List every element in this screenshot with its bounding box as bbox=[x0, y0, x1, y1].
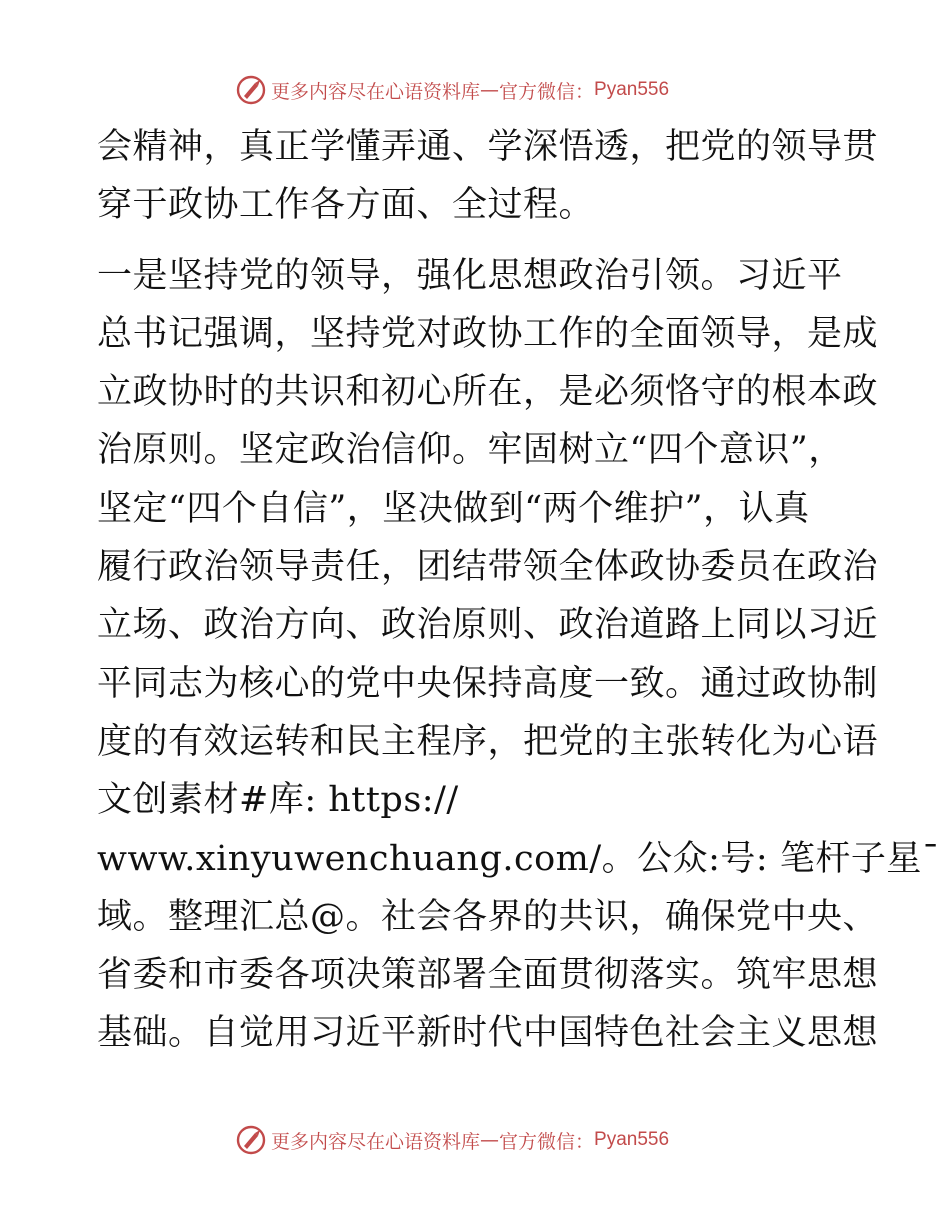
watermark-banner-bottom bbox=[235, 1122, 669, 1158]
text-line: 穿于政协工作各方面、全过程。 bbox=[97, 185, 595, 226]
watermark-main-text: 更多内容尽在心语资料库 bbox=[271, 80, 481, 103]
watermark-logo-icon bbox=[235, 1124, 267, 1156]
text-line: 坚定“四个自信”，坚决做到“两个维护”，认真 bbox=[97, 488, 810, 529]
document-body bbox=[97, 118, 940, 1063]
text-line: 总书记强调，坚持党对政协工作的全面领导，是成 bbox=[97, 313, 879, 354]
watermark-wechat-id: Pyan556 bbox=[594, 79, 670, 100]
text-line: 省委和市委各项决策部署全面贯彻落实。筑牢思想 bbox=[97, 955, 879, 996]
text-line: 会精神，真正学懂弄通、学深悟透，把党的领导贯 bbox=[97, 127, 879, 167]
watermark-main-text: 更多内容尽在心语资料库 bbox=[271, 1130, 481, 1153]
watermark-banner-top bbox=[235, 72, 669, 108]
text-line: 立政协时的共识和初心所在，是必须恪守的根本政 bbox=[97, 372, 879, 413]
text-line: 一是坚持党的领导，强化思想政治引领。习近平 bbox=[97, 255, 843, 296]
text-line: 平同志为核心的党中央保持高度一致。通过政协制 bbox=[97, 663, 879, 704]
text-line: 基础。自觉用习近平新时代中国特色社会主义思想 bbox=[97, 1013, 879, 1054]
watermark-dash: — bbox=[480, 79, 500, 101]
watermark-dash: — bbox=[480, 1129, 500, 1151]
text-line: www.xinyuwenchuang.com/。公众:号: 笔杆子星¯ bbox=[97, 838, 940, 879]
watermark-wechat-id: Pyan556 bbox=[594, 1129, 670, 1150]
text-line: 度的有效运转和民主程序，把党的主张转化为心语 bbox=[97, 721, 879, 762]
watermark-sub-text: 官方微信： bbox=[499, 80, 595, 103]
paragraph-2 bbox=[97, 247, 940, 1063]
text-line: 履行政治领导责任，团结带领全体政协委员在政治 bbox=[97, 547, 879, 588]
watermark-sub-text: 官方微信： bbox=[499, 1130, 595, 1153]
text-line: 域。整理汇总@。社会各界的共识，确保党中央、 bbox=[97, 896, 879, 937]
text-line: 治原则。坚定政治信仰。牢固树立“四个意识”， bbox=[97, 430, 844, 471]
text-line: 文创素材#库: https:// bbox=[97, 780, 459, 821]
watermark-logo-icon bbox=[235, 74, 267, 106]
text-line: 立场、政治方向、政治原则、政治道路上同以习近 bbox=[97, 605, 879, 646]
paragraph-1 bbox=[97, 118, 879, 235]
